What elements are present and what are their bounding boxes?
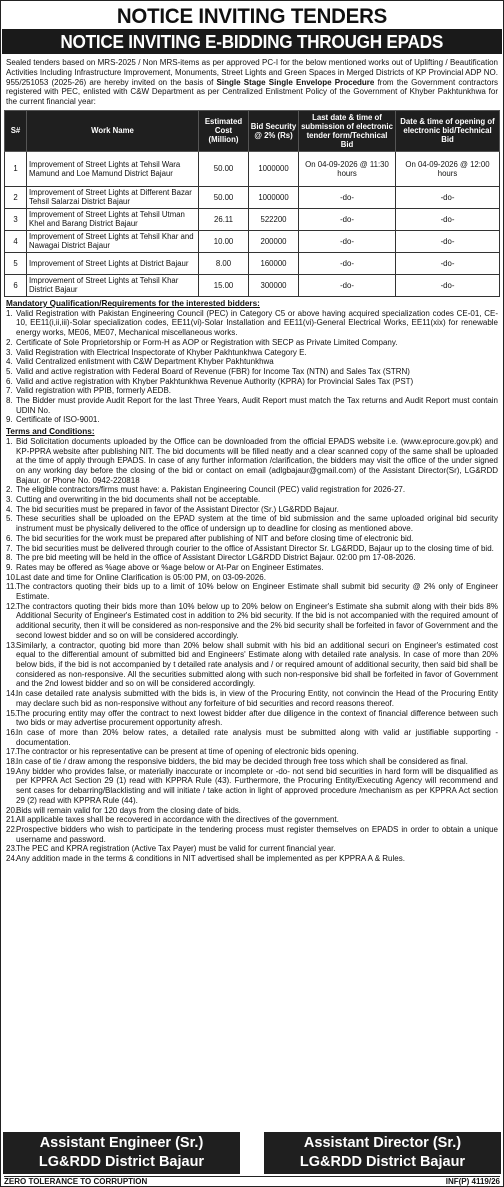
signature-right-title: Assistant Director (Sr.) xyxy=(303,1135,462,1151)
list-number: 8. xyxy=(6,553,13,563)
terms-item xyxy=(6,505,498,515)
list-number: 10. xyxy=(6,572,18,582)
cell-sn: 4 xyxy=(5,230,27,252)
list-text: The contractors quoting their bids more than 10% below up to 20% below on Engineer's Estimate sha submit along with their bids 8% Additional Security of Engineer's Estimated cost in addition to 2% bid security. If the bid is not accompanied with the required amount of additional security, then it will be considered as non-responsive and the 2% bid security shall be forfeited in favor of Government and the second lowest bidder and so on will be considered accordingly. xyxy=(16,601,498,640)
col-submission: Last date & time of submission of electronic tender form/Technical Bid xyxy=(299,110,396,151)
list-number: 1. xyxy=(6,308,13,318)
list-text: Valid and active registration with Federal Board of Revenue (FBR) for Income Tax (NTN) and Sales Tax (STRN) xyxy=(16,366,410,376)
list-number: 16. xyxy=(6,727,18,737)
mandatory-item xyxy=(6,309,498,338)
list-text: Valid registration with PPIB, formerly AEDB. xyxy=(16,386,172,396)
cell-opening: -do- xyxy=(396,252,500,274)
mandatory-list xyxy=(6,309,498,425)
cell-opening: On 04-09-2026 @ 12:00 hours xyxy=(396,151,500,186)
terms-item xyxy=(6,806,498,816)
terms-item xyxy=(6,825,498,844)
cell-cost: 50.00 xyxy=(199,151,249,186)
table-row xyxy=(5,230,500,252)
signature-left-office: LG&RDD District Bajaur xyxy=(38,1154,205,1170)
signature-right-office: LG&RDD District Bajaur xyxy=(299,1154,466,1170)
list-number: 18. xyxy=(6,757,18,767)
cell-submission: -do- xyxy=(299,252,396,274)
terms-item xyxy=(6,854,498,864)
list-text: Valid Centralized enlistment with C&W Department Khyber Pakhtunkhwa xyxy=(16,357,274,367)
list-number: 17. xyxy=(6,747,18,757)
cell-security: 300000 xyxy=(249,274,299,296)
terms-item xyxy=(6,437,498,486)
list-text: These securities shall be uploaded on the EPAD system at the time of bid submission and the same uploaded original bid security instrument must be physically delivered to the office of undersign up to deadline for closing as mentioned above. xyxy=(16,514,498,534)
list-number: 1. xyxy=(6,436,13,446)
terms-item xyxy=(6,709,498,728)
signature-assistant-director xyxy=(264,1132,501,1174)
list-number: 3. xyxy=(6,347,13,357)
cell-security: 1000000 xyxy=(249,151,299,186)
mandatory-item xyxy=(6,377,498,387)
list-text: In case detailed rate analysis submitted with the bids is, in view of the Procuring Entity, not convincin the Head of the Procuring Entity may declare such bid as non-responsive without any forfeiture of bid securities and record reasons thereof. xyxy=(16,689,498,708)
cell-work-name: Improvement of Street Lights at Tehsil Khar District Bajaur xyxy=(27,274,199,296)
terms-list xyxy=(6,437,498,864)
list-number: 4. xyxy=(6,357,13,367)
table-row xyxy=(5,151,500,186)
list-text: Certificate of Sole Proprietorship or Form-H as AOP or Registration with SECP as Private Limited Company. xyxy=(16,337,398,347)
terms-item xyxy=(6,553,498,563)
cell-security: 522200 xyxy=(249,208,299,230)
intro-text-2: from the Government contractors registered with PEC, enlisted with C&W Department as per Centralized Enlistment Policy of the Government of Khyber Pakhtunkhwa for the current financial year: xyxy=(6,77,498,107)
list-number: 6. xyxy=(6,533,13,543)
list-text: Bids will remain valid for 120 days from the closing date of bids. xyxy=(16,805,241,815)
col-cost: Estimated Cost (Million) xyxy=(199,110,249,151)
notice-subheading-banner xyxy=(2,29,502,54)
cell-sn: 2 xyxy=(5,186,27,208)
cell-work-name: Improvement of Street Lights at Different Bazar Tehsil Salarzai District Bajaur xyxy=(27,186,199,208)
cell-sn: 1 xyxy=(5,151,27,186)
works-table xyxy=(4,110,500,297)
intro-text-1: Sealed tenders based on MRS-2025 / Non MRS-items as per approved PC-I for the below mentioned works out of Uplifting / Beautification Activities Including Infrastructure Improvement, Monuments, Street Lights and Green Spaces in Merged Districts of KP Provincial ADP NO. 955/251053 (2025-26) are hereby invited on the basis of xyxy=(6,58,498,87)
list-text: Certificate of ISO-9001. xyxy=(16,415,100,425)
cell-sn: 6 xyxy=(5,274,27,296)
list-number: 8. xyxy=(6,396,13,406)
terms-item xyxy=(6,495,498,505)
list-text: The procuring entity may offer the contract to next lowest bidder after due diligence in the context of financial difference between such two bids or may advertise procurement opportunity afresh. xyxy=(16,708,498,728)
mandatory-item xyxy=(6,415,498,425)
cell-cost: 50.00 xyxy=(199,186,249,208)
cell-sn: 5 xyxy=(5,252,27,274)
terms-item xyxy=(6,747,498,757)
mandatory-title: Mandatory Qualification/Requirements for the interested bidders: xyxy=(6,298,260,308)
table-row xyxy=(5,208,500,230)
mandatory-item xyxy=(6,396,498,415)
mandatory-item xyxy=(6,367,498,377)
intro-procedure: Single Stage Single Envelope Procedure xyxy=(216,77,375,87)
cell-sn: 3 xyxy=(5,208,27,230)
list-text: Bid Solicitation documents uploaded by the Office can be downloaded from the official EPADS website i.e. (www.eprocure.gov.pk) and KP-PPRA website after publishing NIT. The bid documents will be filled neatly and a clear scanned copy of the same shall be uploaded at the time of apply through EPADS. In case of any further information /clarification, the bidders may visit the office of the under signed on any working day before the closing of the bid or contact on email (adlgbajaur@gmail.com) of the Assistant Director(Sr), LG&RDD Bajaur. or Phone No. 0942-220818 xyxy=(16,436,498,485)
signature-assistant-engineer xyxy=(3,1132,240,1174)
list-text: Valid Registration with Pakistan Engineering Council (PEC) in Category C5 or above having acquired specialization codes CE-01, CE-10, EE11(i,ii,iii)-Solar specialization codes, EE11(vi)-Solar Installation and EE11(vi)-General Electrical Works, EE11(xix) for renewable energy works, ME06, ME07, Mechanical miscellaneous works. xyxy=(16,308,498,338)
list-text: The PEC and KPRA registration (Active Tax Payer) must be valid for current financial year. xyxy=(16,844,336,854)
cell-opening: -do- xyxy=(396,230,500,252)
list-number: 21. xyxy=(6,815,18,825)
mandatory-item xyxy=(6,357,498,367)
list-text: The bid securities must be delivered through courier to the office of Assistant Director Sr. LG&RDD, Bajaur up to the closing time of bid. xyxy=(16,543,494,553)
cell-security: 1000000 xyxy=(249,186,299,208)
col-security: Bid Security @ 2% (Rs) xyxy=(249,110,299,151)
notice-subheading: NOTICE INVITING E-BIDDING THROUGH EPADS xyxy=(60,31,444,52)
list-number: 14. xyxy=(6,689,18,699)
list-number: 6. xyxy=(6,376,13,386)
list-number: 12. xyxy=(6,601,18,611)
intro-paragraph xyxy=(4,54,500,110)
list-text: Any bidder who provides false, or materially inaccurate or incomplete or -do- not send bid securities in hard form will be disqualified as per KPPRA Act Section 29 (1) read with KPPRA Rule (43). Furthermore, the Procuring Entity/Executing Agency will recommend and sent cases for debarring/Blacklisting and will initiate / take action in light of approved procedure /mechanism as per KPPRA Act section 29 (2) read with KPPRA Rule (44). xyxy=(16,766,498,805)
cell-security: 200000 xyxy=(249,230,299,252)
cell-cost: 8.00 xyxy=(199,252,249,274)
col-opening: Date & time of opening of electronic bid/Technical Bid xyxy=(396,110,500,151)
footer-slogan: ZERO TOLERANCE TO CORRUPTION xyxy=(4,1177,148,1186)
terms-title: Terms and Conditions: xyxy=(6,427,95,437)
list-number: 2. xyxy=(6,337,13,347)
list-number: 4. xyxy=(6,504,13,514)
cell-cost: 10.00 xyxy=(199,230,249,252)
cell-opening: -do- xyxy=(396,208,500,230)
terms-item xyxy=(6,485,498,495)
list-text: Cutting and overwriting in the bid documents shall not be acceptable. xyxy=(16,495,261,505)
terms-item xyxy=(6,563,498,573)
list-text: The contractors quoting their bids up to a limit of 10% below on Engineer Estimate shall submit bid security @ 2% only of Engineer Estimate. xyxy=(16,582,498,602)
list-text: Any addition made in the terms & conditions in NIT advertised shall be implemented as per KPPRA A & Rules. xyxy=(16,854,405,864)
list-text: All applicable taxes shall be recovered in accordance with the directives of the government. xyxy=(16,815,339,825)
list-number: 9. xyxy=(6,562,13,572)
cell-work-name: Improvement of Street Lights at Tehsil Utman Khel and Barang District Bajaur xyxy=(27,208,199,230)
terms-item xyxy=(6,641,498,690)
cell-work-name: Improvement of Street Lights at Tehsil Khar and Nawagai District Bajaur xyxy=(27,230,199,252)
list-number: 5. xyxy=(6,514,13,524)
signature-row xyxy=(3,1132,501,1174)
list-number: 2. xyxy=(6,485,13,495)
terms-item xyxy=(6,534,498,544)
cell-submission: On 04-09-2026 @ 11:30 hours xyxy=(299,151,396,186)
cell-opening: -do- xyxy=(396,186,500,208)
list-text: The bid securities for the work must be prepared after publishing of NIT and before closing time of electronic bid. xyxy=(16,533,414,543)
list-text: The Bidder must provide Audit Report for the last Three Years, Audit Report must match the Tax returns and Audit Report must contain UDIN No. xyxy=(16,396,498,415)
cell-cost: 15.00 xyxy=(199,274,249,296)
terms-item xyxy=(6,689,498,708)
terms-item xyxy=(6,767,498,806)
terms-item xyxy=(6,844,498,854)
cell-submission: -do- xyxy=(299,208,396,230)
cell-submission: -do- xyxy=(299,186,396,208)
list-number: 11. xyxy=(6,582,17,592)
list-number: 19. xyxy=(6,766,18,776)
cell-submission: -do- xyxy=(299,230,396,252)
list-number: 5. xyxy=(6,366,13,376)
list-text: The bid securities must be prepared in favor of the Assistant Director (Sr.) LG&RDD Bajaur. xyxy=(16,504,339,514)
list-text: In case of tie / draw among the responsive bidders, the bid may be decided through free toss which shall be considered as final. xyxy=(16,757,468,767)
footer-reference: INF(P) 4119/26 xyxy=(445,1177,500,1186)
cell-security: 160000 xyxy=(249,252,299,274)
list-text: Prospective bidders who wish to participate in the tendering process must register themselves on EPADS in order to obtain a unique username and password. xyxy=(16,824,498,844)
col-sn: S# xyxy=(5,110,27,151)
mandatory-item xyxy=(6,348,498,358)
list-text: Rates may be offered as %age above or %age below or At-Par on Engineer Estimates. xyxy=(16,562,324,572)
list-text: The pre bid meeting will be held in the office of Assistant Director LG&RDD District Bajaur. 02:00 pm 17-08-2026. xyxy=(16,553,416,563)
list-number: 22. xyxy=(6,824,18,834)
list-number: 20. xyxy=(6,805,18,815)
terms-item xyxy=(6,573,498,583)
list-text: Last date and time for Online Clarification is 05:00 PM, on 03-09-2026. xyxy=(16,572,266,582)
list-text: Valid Registration with Electrical Inspectorate of Khyber Pakhtunkhwa Category E. xyxy=(16,347,307,357)
list-text: The contractor or his representative can be present at time of opening of electronic bids opening. xyxy=(16,747,359,757)
mandatory-section xyxy=(4,299,500,864)
list-text: Similarly, a contractor, quoting bid more than 20% below shall submit with his bid an additional securi on Engineer's estimated cost equal to the differential amount of submitted bid and Engineers' Estimate along with detailed rate analysis. In case of more than 20% below bids, if the bid is not accompanied by t detailed rate analysis and / or required amount of additional security, then said bid shall be considered as non-responsive. All the securities submitted along with such non-responsive bid shall be forfeited in favor of Government and the 2nd lowest bidder and so on will be considered accordingly. xyxy=(16,640,498,689)
cell-submission: -do- xyxy=(299,274,396,296)
list-number: 23. xyxy=(6,844,18,854)
table-row xyxy=(5,186,500,208)
terms-item xyxy=(6,544,498,554)
col-work-name: Work Name xyxy=(27,110,199,151)
list-text: The eligible contractors/firms must have: a. Pakistan Engineering Council (PEC) valid registration for 2026-27. xyxy=(16,485,406,495)
list-text: Valid and active registration with Khyber Pakhtunkhwa Revenue Authority (KPRA) for Provincial Sales Tax (PST) xyxy=(16,376,414,386)
list-number: 15. xyxy=(6,708,18,718)
terms-item xyxy=(6,728,498,747)
mandatory-item xyxy=(6,386,498,396)
mandatory-item xyxy=(6,338,498,348)
list-number: 7. xyxy=(6,543,13,553)
terms-item xyxy=(6,582,498,601)
list-number: 24. xyxy=(6,854,18,864)
table-row xyxy=(5,274,500,296)
list-number: 13. xyxy=(6,640,18,650)
terms-item xyxy=(6,757,498,767)
table-row xyxy=(5,252,500,274)
list-number: 7. xyxy=(6,386,13,396)
cell-work-name: Improvement of Street Lights at Tehsil Wara Mamund and Loe Mamund District Bajaur xyxy=(27,151,199,186)
list-text: In case of more than 20% below rates, a detailed rate analysis must be submitted along with valid ar justifiable supporting - documentation. xyxy=(16,727,498,747)
terms-item xyxy=(6,514,498,533)
works-table-header xyxy=(5,110,500,151)
terms-item xyxy=(6,815,498,825)
cell-opening: -do- xyxy=(396,274,500,296)
terms-item xyxy=(6,602,498,641)
list-number: 9. xyxy=(6,415,13,425)
list-number: 3. xyxy=(6,495,13,505)
footer xyxy=(4,1176,500,1187)
notice-heading: NOTICE INVITING TENDERS xyxy=(116,4,388,28)
cell-work-name: Improvement of Street Lights at District Bajaur xyxy=(27,252,199,274)
signature-left-title: Assistant Engineer (Sr.) xyxy=(39,1135,204,1151)
cell-cost: 26.11 xyxy=(199,208,249,230)
